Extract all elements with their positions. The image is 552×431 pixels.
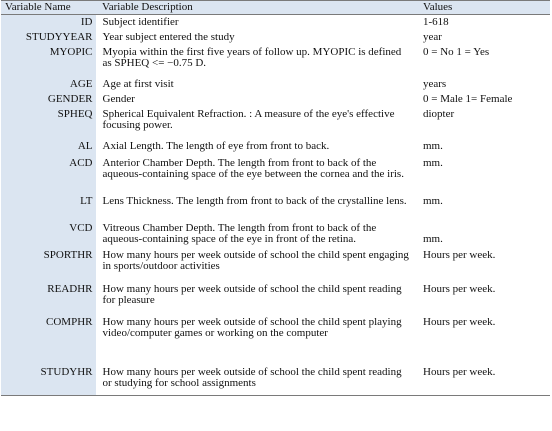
variable-values: 1-618 bbox=[423, 16, 449, 28]
variable-name: LT bbox=[1, 194, 96, 221]
variable-description: Gender bbox=[102, 92, 135, 105]
table-row bbox=[1, 77, 550, 92]
table-row bbox=[1, 156, 550, 194]
variable-values: Hours per week. bbox=[423, 282, 496, 295]
variable-description: Subject identifier bbox=[102, 16, 179, 28]
variable-description: Vitreous Chamber Depth. The length from front to back of the aqueous-containing space of the eye in front of the retina. bbox=[102, 221, 377, 245]
variable-values: Hours per week. bbox=[416, 365, 550, 396]
variable-description: Anterior Chamber Depth. The length from front to back of the aqueous-containing space of the eye between the cornea and the iris. bbox=[102, 156, 404, 180]
variable-values: Hours per week. bbox=[423, 315, 496, 328]
variable-table bbox=[1, 0, 550, 396]
variable-values: year bbox=[423, 30, 442, 43]
variable-description: Axial Length. The length of eye from front to back. bbox=[102, 139, 330, 152]
variable-values: 0 = Male 1= Female bbox=[423, 92, 513, 105]
variable-name: STUDYHR bbox=[1, 365, 96, 396]
variable-name: AL bbox=[1, 139, 96, 156]
table-row bbox=[1, 92, 550, 107]
variable-values: Hours per week. bbox=[423, 248, 496, 261]
variable-name: COMPHR bbox=[1, 315, 96, 365]
variable-values: mm. bbox=[423, 139, 443, 152]
header-variable-description: Variable Description bbox=[96, 1, 416, 15]
variable-description: Year subject entered the study bbox=[102, 30, 235, 43]
table-row bbox=[1, 315, 550, 365]
variable-description: How many hours per week outside of school the child spent reading or studying for school assignments bbox=[96, 365, 416, 396]
variable-values: mm. bbox=[423, 232, 443, 245]
table-row bbox=[1, 248, 550, 282]
header-row bbox=[1, 1, 550, 15]
variable-name: ID bbox=[1, 15, 96, 30]
header-values: Values bbox=[416, 1, 550, 15]
variable-name: ACD bbox=[1, 156, 96, 194]
variable-description: Myopia within the first five years of follow up. MYOPIC is defined as SPHEQ <= −0.75 D. bbox=[102, 45, 402, 69]
variable-values: mm. bbox=[423, 194, 443, 207]
table-row bbox=[1, 282, 550, 315]
variable-description: Spherical Equivalent Refraction. : A measure of the eye's effective focusing power. bbox=[102, 107, 395, 131]
variable-name: GENDER bbox=[1, 92, 96, 107]
variable-name: SPHEQ bbox=[1, 107, 96, 139]
variable-description: How many hours per week outside of school the child spent reading for pleasure bbox=[102, 282, 402, 306]
variable-values: diopter bbox=[423, 107, 455, 120]
header-variable-name: Variable Name bbox=[1, 1, 96, 15]
table-row bbox=[1, 15, 550, 30]
variable-name: VCD bbox=[1, 221, 96, 248]
variable-name: AGE bbox=[1, 77, 96, 92]
variable-description: How many hours per week outside of school the child spent engaging in sports/outdoor activities bbox=[102, 248, 409, 272]
table-row bbox=[1, 45, 550, 77]
variable-values: years bbox=[423, 77, 447, 90]
variable-name: READHR bbox=[1, 282, 96, 315]
variable-name: MYOPIC bbox=[1, 45, 96, 77]
variable-description: Lens Thickness. The length from front to back of the crystalline lens. bbox=[102, 194, 407, 207]
table-row bbox=[1, 139, 550, 156]
variable-description: How many hours per week outside of school the child spent playing video/computer games or working on the computer bbox=[102, 315, 402, 339]
variable-values: mm. bbox=[423, 156, 443, 169]
variable-name: STUDYYEAR bbox=[1, 30, 96, 45]
table-row bbox=[1, 30, 550, 45]
table-row bbox=[1, 221, 550, 248]
variable-description: Age at first visit bbox=[102, 77, 174, 90]
variable-name: SPORTHR bbox=[1, 248, 96, 282]
table-row bbox=[1, 365, 550, 396]
table-row bbox=[1, 107, 550, 139]
variable-values: 0 = No 1 = Yes bbox=[423, 45, 490, 58]
table-row bbox=[1, 194, 550, 221]
